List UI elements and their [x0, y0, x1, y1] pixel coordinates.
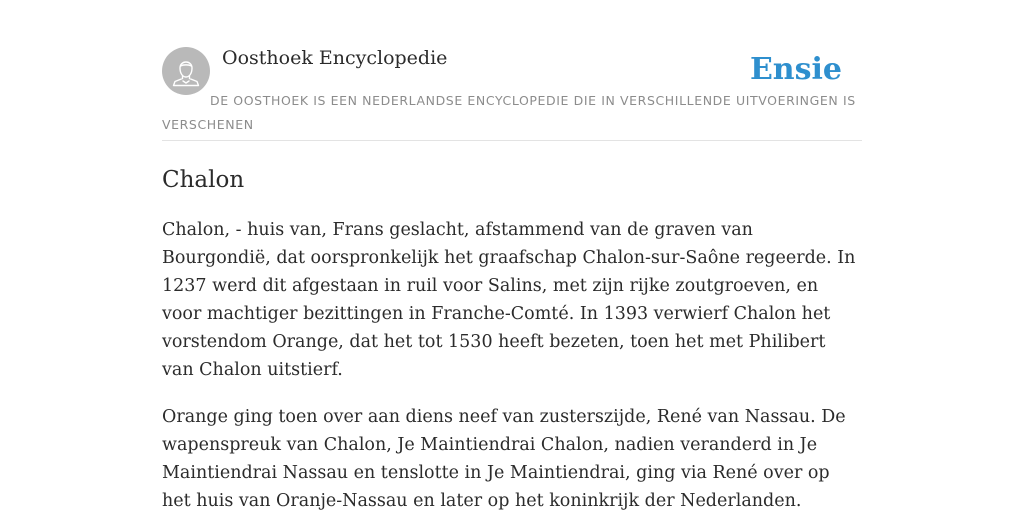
avatar[interactable]	[162, 47, 210, 95]
source-header	[162, 46, 862, 141]
user-icon	[162, 47, 210, 95]
article-title: Chalon	[162, 167, 245, 193]
article	[162, 160, 862, 512]
source-name-link[interactable]: Oosthoek Encyclopedie	[222, 47, 448, 69]
article-paragraph-1: Chalon, - huis van, Frans geslacht, afstammend van de graven van Bourgondië, dat oorspronkelijk het graafschap Chalon-sur-Saône regeerde. In 1237 werd dit afgestaan in ruil voor Salins, met zijn rijke zoutgroeven, en voor machtiger bezittingen in Franche-Comté. In 1393 verwierf Chalon het vorstendom Orange, dat het tot 1530 heeft bezeten, toen het met Philibert van Chalon uitstierf.	[162, 220, 856, 380]
source-description: DE OOSTHOEK IS EEN NEDERLANDSE ENCYCLOPEDIE DIE IN VERSCHILLENDE UITVOERINGEN IS VERSCHENEN	[162, 93, 856, 132]
article-paragraph-2: Orange ging toen over aan diens neef van zusterszijde, René van Nassau. De wapenspreuk van Chalon, Je Maintiendrai Chalon, nadien veranderd in Je Maintiendrai Nassau en tenslotte in Je Maintiendrai, ging via René over op het huis van Oranje-Nassau en later op het koninkrijk der Nederlanden.	[162, 407, 846, 511]
brand-logo[interactable]: Ensie	[749, 52, 842, 87]
